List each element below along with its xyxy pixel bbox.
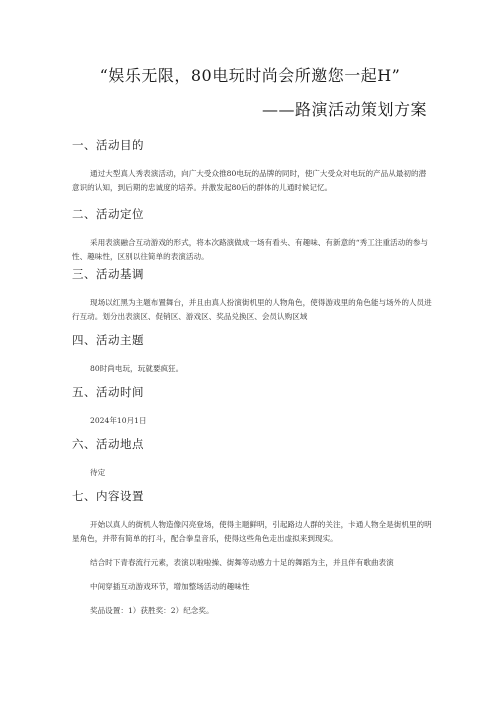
section-time bbox=[72, 384, 432, 428]
section-paragraph: 2024年10月1日 bbox=[90, 416, 147, 425]
section-paragraph: 奖品设置：1）获胜奖：2）纪念奖。 bbox=[90, 606, 214, 615]
section-paragraph: 现场以红黑为主题布置舞台，并且由真人扮演街机里的人物角色，使得游戏里的角色能与场外的人员进行互动。划分出表演区、促销区、游戏区、奖品兑换区、会员认购区域 bbox=[72, 298, 432, 321]
section-heading: 五、活动时间 bbox=[72, 385, 144, 399]
section-heading: 一、活动目的 bbox=[72, 138, 144, 152]
section-theme bbox=[72, 332, 432, 376]
section-heading: 六、活动地点 bbox=[72, 437, 144, 451]
section-heading: 三、活动基调 bbox=[72, 267, 144, 281]
section-heading: 七、内容设置 bbox=[72, 489, 144, 503]
section-paragraph: 采用表演融合互动游戏的形式，将本次路演做成一场有看头、有趣味、有新意的“秀工注重活动的参与性、趣味性，区别以往简单的表演活动。 bbox=[72, 238, 429, 261]
document-title: “娱乐无限，80电玩时尚会所邀您一起H” bbox=[99, 66, 401, 85]
section-heading: 二、活动定位 bbox=[72, 207, 144, 221]
document-subtitle: ——路演活动策划方案 bbox=[261, 100, 427, 119]
section-positioning bbox=[72, 206, 432, 264]
section-paragraph: 待定 bbox=[90, 468, 106, 477]
section-location bbox=[72, 436, 432, 480]
section-paragraph: 开始以真人的街机人物造像闪亮登场，使得主题鲜明，引起路边人群的关注，卡通人物全是街机里的明星角色，并带有简单的打斗，配合拳皇音乐，使得这些角色走出虚拟来到现实。 bbox=[72, 520, 432, 543]
section-heading: 四、活动主题 bbox=[72, 333, 144, 347]
section-paragraph: 80时尚电玩，玩就要疯狂。 bbox=[90, 364, 184, 373]
section-purpose bbox=[72, 137, 432, 195]
section-paragraph: 结合时下青春流行元素，表演以啦啦操、街舞等动感力十足的舞蹈为主，并且伴有歌曲表演 bbox=[90, 558, 394, 567]
section-tone bbox=[72, 266, 432, 324]
section-paragraph: 中间穿插互动游戏环节，增加整场活动的趣味性 bbox=[90, 582, 250, 591]
section-content bbox=[72, 488, 432, 618]
section-paragraph: 通过大型真人秀表演活动，向广大受众推80电玩的品牌的同时，使广大受众对电玩的产品从最初的潜意识的认知，到后期的忠诚度的培养。并激发起80后的群体的儿通时候记忆。 bbox=[72, 169, 427, 192]
